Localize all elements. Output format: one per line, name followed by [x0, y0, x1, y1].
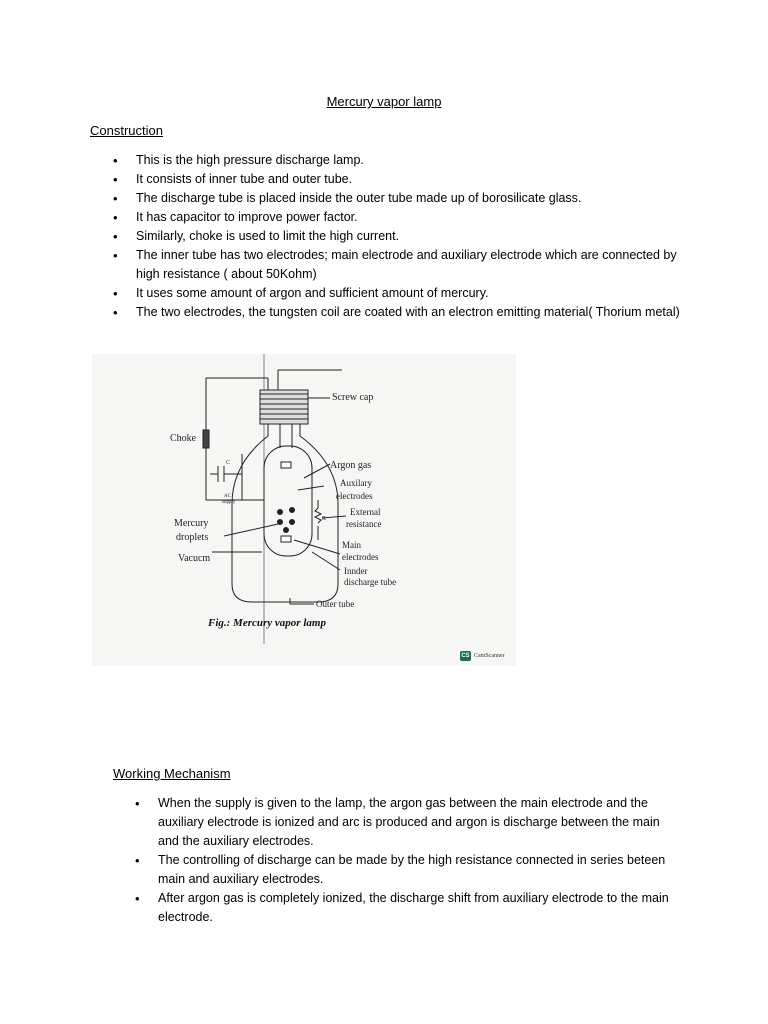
list-item: • After argon gas is completely ionized, the discharge shift from auxiliary electrode to the main electrode.	[135, 889, 675, 927]
list-item: • This is the high pressure discharge lamp.	[113, 151, 683, 170]
label-main-2: electrodes	[342, 552, 379, 562]
diagram-drawing	[92, 354, 516, 666]
label-ac-supply-1: AC	[224, 494, 231, 499]
working-list	[135, 794, 675, 927]
list-item: • It uses some amount of argon and sufficient amount of mercury.	[113, 284, 683, 303]
label-argon-gas: Argon gas	[330, 460, 372, 471]
label-outer-tube: Outer tube	[316, 599, 355, 609]
label-choke: Choke	[170, 433, 197, 444]
list-item: • The inner tube has two electrodes; main electrode and auxiliary electrode which are connected by high resistance ( about 50Kohm)	[113, 246, 683, 284]
list-item: • It has capacitor to improve power factor.	[113, 208, 683, 227]
page-title: Mercury vapor lamp	[326, 94, 442, 109]
camscanner-text: CamScanner	[474, 653, 505, 659]
label-resistor: R	[322, 516, 327, 522]
mercury-lamp-diagram	[92, 354, 516, 666]
label-mercury-2: droplets	[176, 532, 209, 543]
list-item: • The discharge tube is placed inside the outer tube made up of borosilicate glass.	[113, 189, 683, 208]
list-item: • The controlling of discharge can be made by the high resistance connected in series beteen main and auxiliary electrodes.	[135, 851, 675, 889]
label-auxiliary-2: electrodes	[336, 491, 373, 501]
camscanner-watermark	[460, 650, 505, 662]
list-item: • Similarly, choke is used to limit the high current.	[113, 227, 683, 246]
label-external-2: resistance	[346, 519, 382, 529]
label-mercury-1: Mercury	[174, 518, 209, 529]
label-capacitor: C	[226, 460, 231, 466]
construction-list	[113, 151, 683, 322]
label-inner-1: Innder	[344, 566, 368, 576]
list-item: • When the supply is given to the lamp, the argon gas between the main electrode and the auxiliary electrode is ionized and arc is produced and argon is discharge between the main and the auxiliary electrodes.	[135, 794, 675, 851]
label-auxiliary-1: Auxilary	[340, 478, 372, 488]
list-item: • The two electrodes, the tungsten coil are coated with an electron emitting material( Thorium metal)	[113, 303, 683, 322]
camscanner-logo-icon: CS	[461, 653, 470, 659]
label-main-1: Main	[342, 540, 361, 550]
construction-heading: Construction	[90, 123, 163, 138]
label-ac-supply-2: supply	[222, 500, 236, 505]
label-inner-2: discharge tube	[344, 577, 397, 587]
working-heading: Working Mechanism	[113, 766, 231, 781]
label-vacuum: Vacucm	[178, 553, 211, 564]
figure-caption: Fig.: Mercury vapor lamp	[208, 617, 326, 629]
list-item: • It consists of inner tube and outer tube.	[113, 170, 683, 189]
label-external-1: External	[350, 507, 381, 517]
label-screw-cap: Screw cap	[332, 392, 374, 403]
